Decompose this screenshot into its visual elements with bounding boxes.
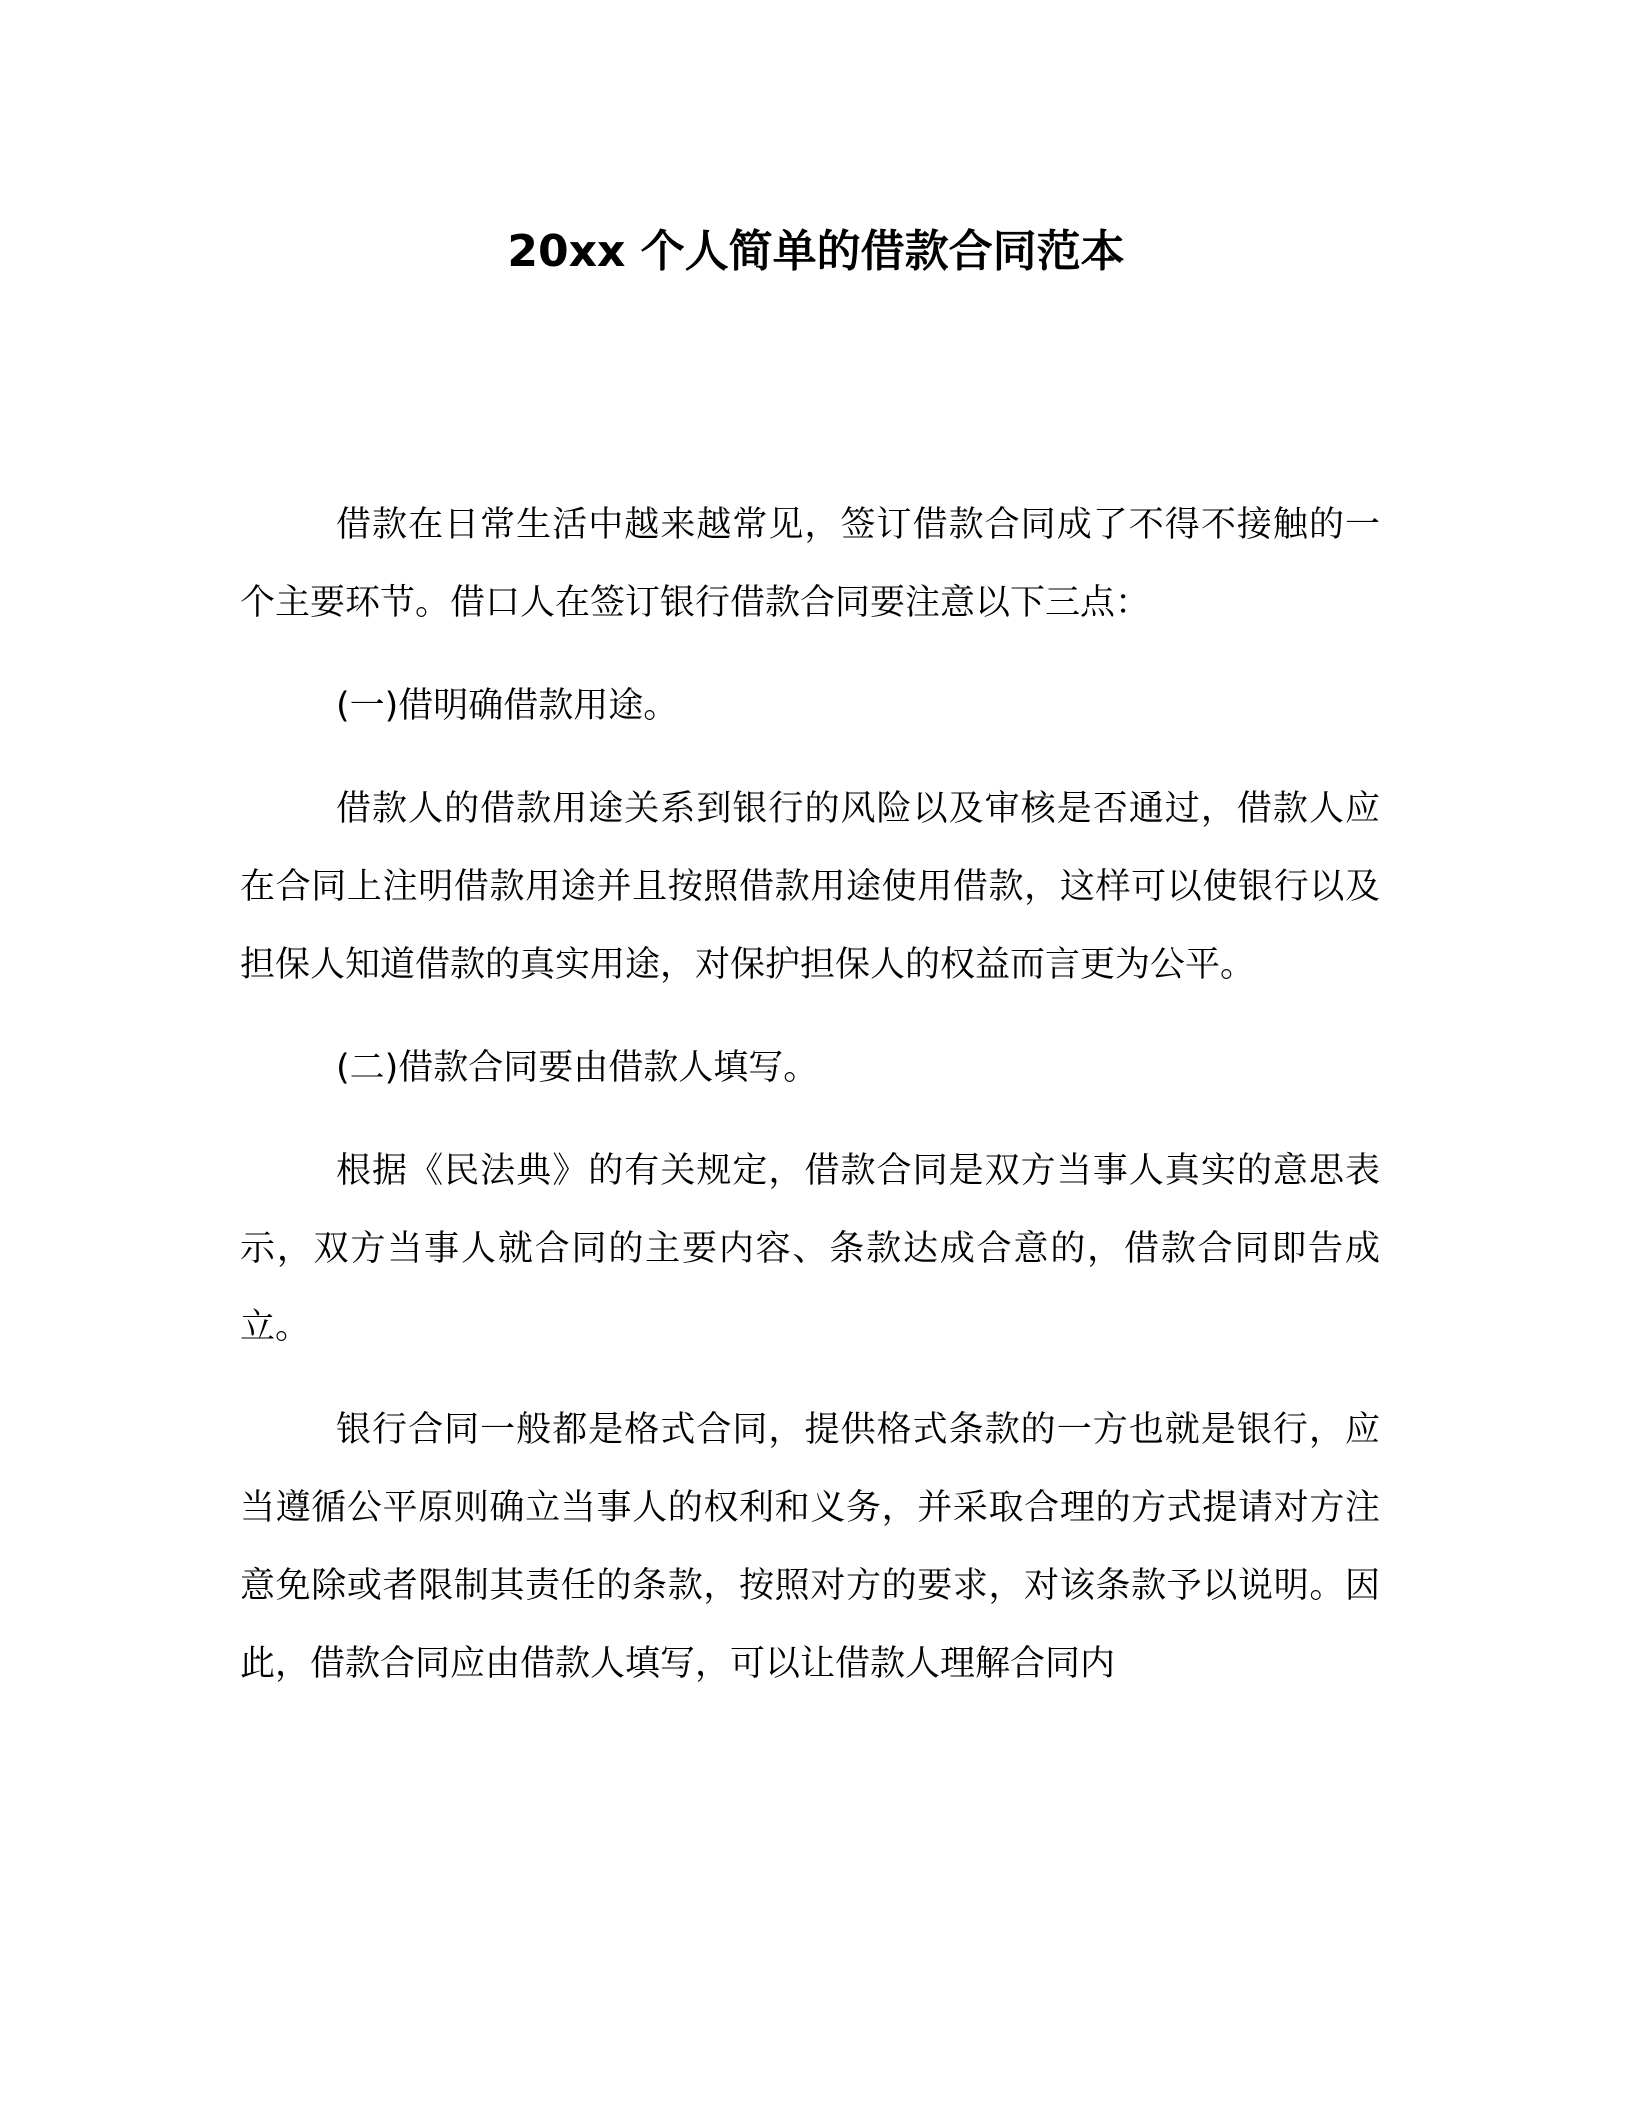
section-heading-1: (一)借明确借款用途。 bbox=[336, 686, 679, 726]
section-heading-2: (二)借款合同要由借款人填写。 bbox=[336, 1048, 819, 1088]
document-body bbox=[240, 486, 1380, 1728]
paragraph-civil-code: 根据《民法典》的有关规定，借款合同是双方当事人真实的意思表示，双方当事人就合同的主要内容、条款达成合意的，借款合同即告成立。 bbox=[240, 1151, 1380, 1347]
paragraph-purpose: 借款人的借款用途关系到银行的风险以及审核是否通过，借款人应在合同上注明借款用途并且按照借款用途使用借款，这样可以使银行以及担保人知道借款的真实用途，对保护担保人的权益而言更为公平。 bbox=[240, 789, 1380, 985]
paragraph-format-contract: 银行合同一般都是格式合同，提供格式条款的一方也就是银行，应当遵循公平原则确立当事人的权利和义务，并采取合理的方式提请对方注意免除或者限制其责任的条款，按照对方的要求，对该条款予以说明。因此，借款合同应由借款人填写，可以让借款人理解合同内 bbox=[240, 1410, 1380, 1684]
paragraph-intro: 借款在日常生活中越来越常见，签订借款合同成了不得不接触的一个主要环节。借口人在签订银行借款合同要注意以下三点： bbox=[240, 505, 1380, 623]
document-title: 20xx 个人简单的借款合同范本 bbox=[507, 226, 1125, 277]
